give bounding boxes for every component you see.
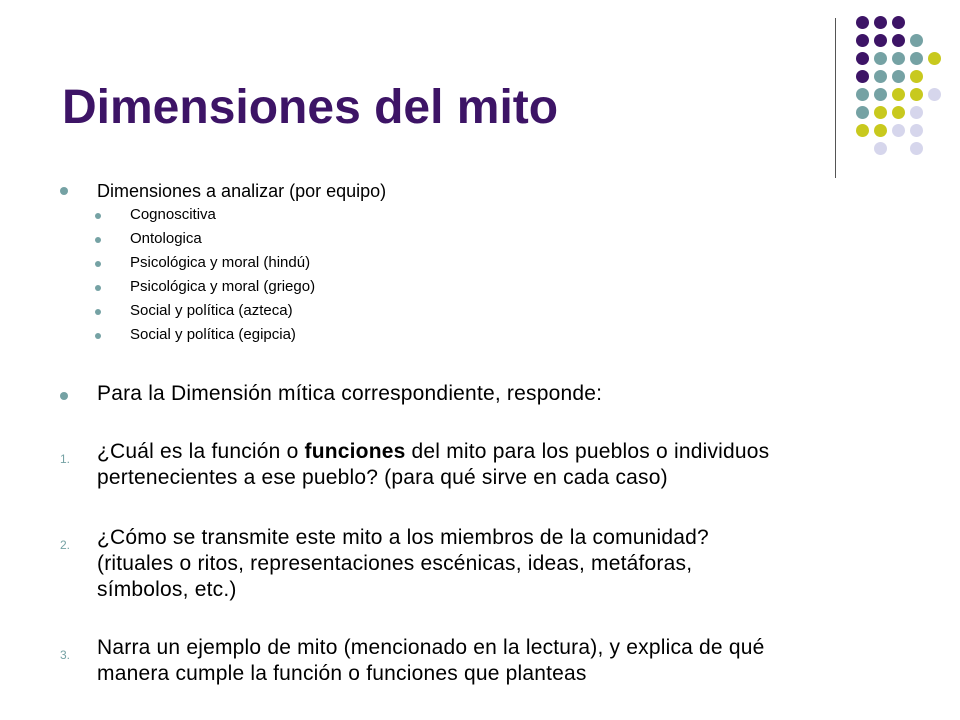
decorative-dot <box>874 34 887 47</box>
question-1 <box>97 439 769 491</box>
question-text: ¿Cómo se transmite este mito a los miembros de la comunidad? <box>97 526 709 549</box>
decorative-dot <box>910 142 923 155</box>
decorative-dot <box>892 34 905 47</box>
decorative-dot <box>910 106 923 119</box>
decorative-dot <box>874 88 887 101</box>
bullet-dot <box>60 187 68 195</box>
decorative-dot <box>910 70 923 83</box>
decorative-dot <box>892 88 905 101</box>
dimension-item: Psicológica y moral (hindú) <box>130 254 311 271</box>
decorative-dot <box>910 52 923 65</box>
decorative-dot <box>874 124 887 137</box>
decorative-dot <box>874 70 887 83</box>
decorative-dot <box>892 52 905 65</box>
decorative-dot <box>910 124 923 137</box>
question-text: pertenecientes a ese pueblo? (para qué sirve en cada caso) <box>97 466 668 489</box>
question-number: 1. <box>60 452 71 466</box>
question-text: Narra un ejemplo de mito (mencionado en la lectura), y explica de qué <box>97 636 765 659</box>
decorative-dot <box>856 70 869 83</box>
sub-bullet-dot <box>95 261 101 267</box>
decorative-dot <box>892 16 905 29</box>
slide-title: Dimensiones del mito <box>62 81 559 134</box>
instruction-text: Para la Dimensión mítica correspondiente, responde: <box>97 382 603 405</box>
decorative-dot <box>856 34 869 47</box>
dimension-item: Social y política (egipcia) <box>130 326 296 343</box>
question-3 <box>97 635 765 687</box>
question-text: ¿Cuál es la función o <box>97 440 305 463</box>
decorative-dot <box>910 88 923 101</box>
sub-bullet-dot <box>95 213 101 219</box>
decorative-dot <box>856 52 869 65</box>
question-text: manera cumple la función o funciones que planteas <box>97 662 587 685</box>
decorative-dot <box>856 124 869 137</box>
decorative-dot <box>874 52 887 65</box>
decorative-dot <box>856 106 869 119</box>
decorative-dot <box>856 88 869 101</box>
decorative-dot <box>910 34 923 47</box>
question-text: (rituales o ritos, representaciones escénicas, ideas, metáforas, <box>97 552 693 575</box>
question-number: 2. <box>60 538 71 552</box>
sub-bullet-dot <box>95 285 101 291</box>
decorative-dot <box>928 88 941 101</box>
decorative-dot <box>892 124 905 137</box>
question-text-bold: funciones <box>304 440 406 463</box>
decorative-dot <box>892 106 905 119</box>
decorative-dot <box>874 142 887 155</box>
decorative-dot <box>892 70 905 83</box>
question-text: del mito para los pueblos o individuos <box>405 440 770 463</box>
dimension-item: Psicológica y moral (griego) <box>130 278 316 295</box>
decorative-dot <box>874 16 887 29</box>
dimension-item: Ontologica <box>130 230 202 247</box>
dimension-item: Cognoscitiva <box>130 206 216 223</box>
decorative-dot <box>856 16 869 29</box>
question-text: símbolos, etc.) <box>97 578 237 601</box>
sub-bullet-dot <box>95 333 101 339</box>
question-number: 3. <box>60 648 71 662</box>
dimension-item: Social y política (azteca) <box>130 302 293 319</box>
intro-text: Dimensiones a analizar (por equipo) <box>97 181 387 201</box>
decorative-dot <box>928 52 941 65</box>
sub-bullet-dot <box>95 237 101 243</box>
divider-line <box>835 18 836 178</box>
sub-bullet-dot <box>95 309 101 315</box>
question-2 <box>97 525 709 603</box>
bullet-dot <box>60 392 68 400</box>
decorative-dot <box>874 106 887 119</box>
